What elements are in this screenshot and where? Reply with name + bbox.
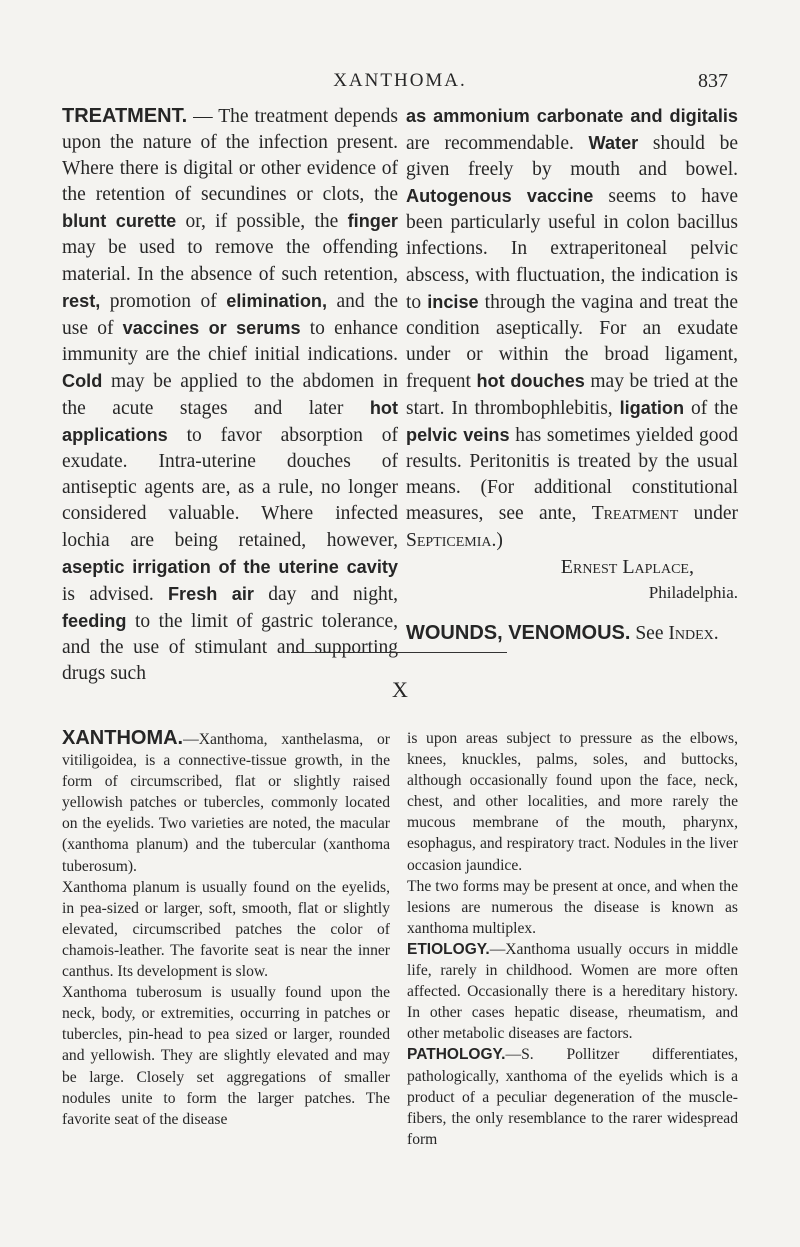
pathology-heading: PATHOLOGY.	[407, 1046, 506, 1064]
xanthoma-tuberosum-paragraph: Xanthoma tuberosum is usually found upon the neck, body, or extremities, occurring in patches or tubercles, pin-head to pea sized or larger, rounded and yellowish. They are slightly elevated and may be large. Closely set aggregations of smaller nodules unite to form the larger patches. The favorite seat of the disease	[62, 984, 390, 1128]
pathology-paragraph: PATHOLOGY.—S. Pollitzer differentiates, pathologically, xanthoma of the eyelids which is a product of a peculiar degeneration of the muscle-fibers, the only resemblance to the rarer widespread form	[407, 1046, 738, 1148]
xanthoma-intro-paragraph: XANTHOMA.—Xanthoma, xanthelasma, or vitiligoidea, is a connective-tissue growth, in the form of circumscribed, flat or slightly raised yellowish patches or tubercles, commonly located on the eyelids. Two varieties are noted, the macular (xanthoma planum) and the tubercular (xanthoma tuberosum).	[62, 727, 390, 875]
running-head	[0, 70, 800, 94]
lower-right-column	[407, 728, 738, 1150]
author-name: Ernest Laplace,	[560, 555, 694, 578]
etiology-heading: ETIOLOGY.	[407, 940, 490, 958]
upper-left-column	[62, 103, 398, 687]
author-signature	[406, 554, 738, 606]
page-number: 837	[698, 70, 728, 92]
author-city: Philadelphia.	[648, 582, 738, 602]
lower-left-column	[62, 728, 390, 1130]
wounds-entry: WOUNDS, VENOMOUS. See Index.	[406, 621, 719, 644]
section-divider	[291, 652, 507, 653]
wounds-heading: WOUNDS, VENOMOUS.	[406, 621, 631, 644]
section-letter: X	[392, 677, 408, 702]
treatment-paragraph: TREATMENT. — The treatment depends upon the nature of the infection present. Where there is digital or other evidence of the retention of secundines or clots, the blunt curette or, if possible, the finger may be used to remove the offending material. In the absence of such retention, rest, promotion of elimination, and the use of vaccines or serums to enhance immunity are the chief initial indications. Cold may be applied to the abdomen in the acute stages and later hot applications to favor absorption of exudate. Intra-uterine douches of antiseptic agents are, as a rule, no longer considered valuable. Where infected lochia are being retained, however, aseptic irrigation of the uterine cavity is advised. Fresh air day and night, feeding to the limit of gastric tolerance, and the use of stimulant and supporting drugs such	[62, 105, 398, 684]
etiology-paragraph: ETIOLOGY.—Xanthoma usually occurs in middle life, rarely in childhood. Women are more often affected. Occasionally there is a hereditary history. In other cases hepatic disease, rheumatism, and other metabolic diseases are factors.	[407, 940, 738, 1043]
treatment-continued-paragraph: as ammonium carbonate and digitalis are recommendable. Water should be given freely by mouth and bowel. Autogenous vaccine seems to have been particularly useful in colon bacillus infections. In extraperitoneal pelvic abscess, with fluctuation, the indication is to incise through the vagina and treat the condition aseptically. For an exudate under or within the broad ligament, frequent hot douches may be tried at the start. In thrombophlebitis, ligation of the pelvic veins has sometimes yielded good results. Peritonitis is treated by the usual means. (For additional constitutional measures, see ante, Treatment under Septicemia.)	[406, 106, 739, 551]
running-title: XANTHOMA.	[333, 70, 467, 91]
xanthoma-heading: XANTHOMA.	[62, 727, 184, 749]
index-reference: Index	[668, 622, 714, 644]
upper-right-column	[406, 103, 738, 647]
distribution-paragraph: is upon areas subject to pressure as the elbows, knees, knuckles, palms, soles, and buttocks, although occasionally found upon the face, neck, chest, and other localities, and more rarely the mucous membrane of the mouth, pharynx, esophagus, and respiratory tract. Nodules in the liver occasion jaundice.	[407, 730, 738, 874]
treatment-heading: TREATMENT.	[62, 105, 188, 127]
multiplex-paragraph: The two forms may be present at once, and when the lesions are numerous the disease is known as xanthoma multiplex.	[407, 877, 738, 937]
xanthoma-planum-paragraph: Xanthoma planum is usually found on the eyelids, in pea-sized or larger, soft, smooth, flat or slightly elevated, circumscribed patches the color of chamois-leather. The favorite seat is near the inner canthus. Its development is slow.	[62, 878, 390, 981]
